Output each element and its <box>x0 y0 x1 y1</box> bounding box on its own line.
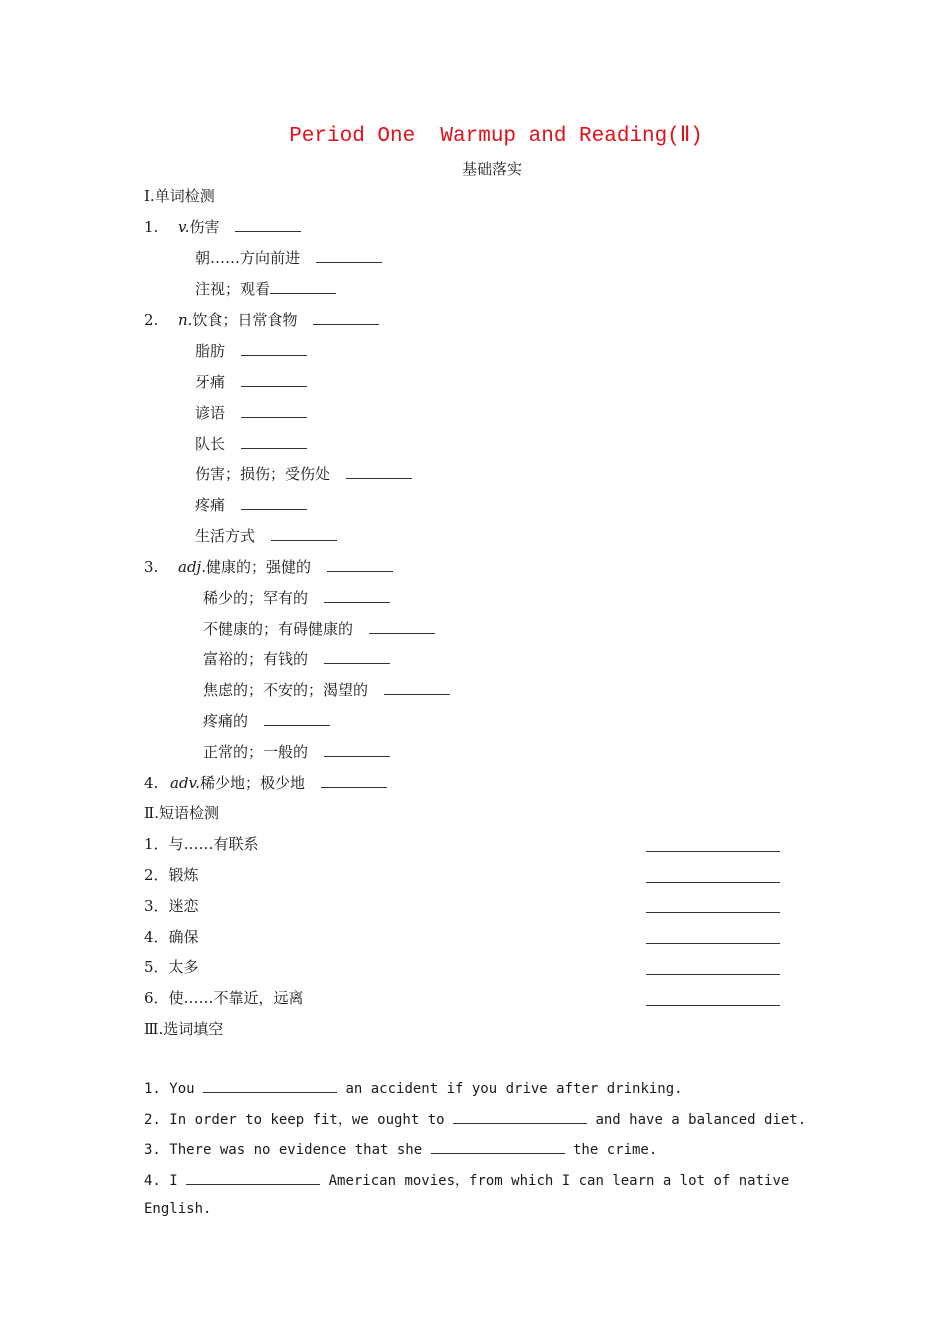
answer-blank[interactable] <box>316 248 382 263</box>
answer-blank[interactable] <box>271 526 337 541</box>
answer-blank[interactable] <box>324 742 390 757</box>
word-meaning: 脂肪 <box>195 342 226 360</box>
sentence-continuation: English. <box>144 1201 212 1217</box>
sentence-text: an accident if you drive after drinking. <box>337 1081 683 1097</box>
word-item <box>203 742 390 762</box>
phrase-item: 2．锻炼 <box>144 866 199 884</box>
answer-blank[interactable] <box>241 403 307 418</box>
answer-blank[interactable] <box>431 1139 565 1154</box>
phrase-item: 1．与……有联系 <box>144 835 259 853</box>
word-item <box>195 464 412 484</box>
word-meaning: 生活方式 <box>195 527 256 545</box>
word-item <box>195 248 382 268</box>
phrase-item: 3．迷恋 <box>144 897 199 915</box>
item-number: 4. <box>144 774 159 792</box>
word-meaning: 谚语 <box>195 404 226 422</box>
answer-blank[interactable] <box>270 279 336 294</box>
answer-blank[interactable] <box>324 588 390 603</box>
phrase-item: 6．使……不靠近，远离 <box>144 989 304 1007</box>
answer-blank[interactable] <box>646 881 780 883</box>
answer-blank[interactable] <box>384 680 450 695</box>
word-meaning: 焦虑的；不安的；渴望的 <box>203 681 369 699</box>
sentence-text: 4. I <box>144 1173 187 1189</box>
answer-blank[interactable] <box>453 1109 587 1124</box>
word-meaning: 饮食；日常食物 <box>192 311 298 329</box>
word-item <box>203 680 450 700</box>
word-item <box>195 403 307 423</box>
answer-blank[interactable] <box>235 217 301 232</box>
answer-blank[interactable] <box>646 1004 780 1006</box>
word-meaning: 伤害 <box>189 218 220 236</box>
answer-blank[interactable] <box>346 464 412 479</box>
word-meaning: 稀少的；罕有的 <box>203 589 309 607</box>
sentence-item <box>144 1170 789 1191</box>
answer-blank[interactable] <box>241 372 307 387</box>
part-of-speech: v. <box>178 218 190 236</box>
word-meaning: 疼痛 <box>195 496 226 514</box>
answer-blank[interactable] <box>646 850 780 852</box>
answer-blank[interactable] <box>327 557 393 572</box>
sentence-text: 3. There was no evidence that she <box>144 1142 431 1158</box>
answer-blank[interactable] <box>369 619 435 634</box>
word-meaning: 队长 <box>195 435 226 453</box>
sentence-text: American movies，from which I can learn a lot of native <box>320 1173 790 1189</box>
item-number: 1. <box>144 218 159 236</box>
answer-blank[interactable] <box>203 1078 337 1093</box>
answer-blank[interactable] <box>646 973 780 975</box>
word-meaning: 正常的；一般的 <box>203 743 309 761</box>
word-item <box>144 310 379 330</box>
word-meaning: 注视；观看 <box>195 280 271 298</box>
word-meaning: 疼痛的 <box>203 712 249 730</box>
word-item <box>195 434 307 454</box>
sentence-text: 2. In order to keep fit，we ought to <box>144 1112 454 1128</box>
phrase-item: 5．太多 <box>144 958 199 976</box>
word-meaning: 朝……方向前进 <box>195 249 301 267</box>
word-item <box>195 279 336 299</box>
answer-blank[interactable] <box>646 942 780 944</box>
word-item <box>144 557 393 577</box>
word-item <box>203 588 390 608</box>
answer-blank[interactable] <box>264 711 330 726</box>
word-item <box>195 341 307 361</box>
section2-heading: Ⅱ.短语检测 <box>144 804 219 822</box>
sentence-item <box>144 1078 683 1099</box>
answer-blank[interactable] <box>241 495 307 510</box>
word-item <box>195 526 337 546</box>
answer-blank[interactable] <box>324 649 390 664</box>
part-of-speech: adj. <box>178 558 206 576</box>
answer-blank[interactable] <box>186 1170 320 1185</box>
section1-heading: Ⅰ.单词检测 <box>144 187 215 205</box>
word-meaning: 富裕的；有钱的 <box>203 650 309 668</box>
section-subtitle: 基础落实 <box>461 160 522 178</box>
item-number: 3. <box>144 558 159 576</box>
answer-blank[interactable] <box>313 310 379 325</box>
word-meaning: 健康的；强健的 <box>205 558 311 576</box>
word-item <box>144 773 387 793</box>
word-item <box>203 619 435 639</box>
phrase-item: 4．确保 <box>144 928 199 946</box>
word-item <box>195 495 307 515</box>
answer-blank[interactable] <box>241 341 307 356</box>
answer-blank[interactable] <box>241 434 307 449</box>
word-meaning: 牙痛 <box>195 373 226 391</box>
section3-heading: Ⅲ.选词填空 <box>144 1020 224 1038</box>
word-item <box>144 217 301 237</box>
part-of-speech: n. <box>178 311 193 329</box>
item-number: 2. <box>144 311 159 329</box>
answer-blank[interactable] <box>646 911 780 913</box>
sentence-text: and have a balanced diet. <box>587 1112 807 1128</box>
sentence-item <box>144 1109 806 1130</box>
word-meaning: 稀少地；极少地 <box>200 774 306 792</box>
word-item <box>195 372 307 392</box>
page-title: Period One Warmup and Reading(Ⅱ) <box>289 125 703 148</box>
part-of-speech: adv. <box>170 774 201 792</box>
sentence-text: 1. You <box>144 1081 204 1097</box>
word-item <box>203 711 330 731</box>
word-meaning: 伤害；损伤；受伤处 <box>195 465 331 483</box>
answer-blank[interactable] <box>321 773 387 788</box>
word-item <box>203 649 390 669</box>
sentence-text: the crime. <box>564 1142 658 1158</box>
sentence-item <box>144 1139 657 1160</box>
word-meaning: 不健康的；有碍健康的 <box>203 620 354 638</box>
